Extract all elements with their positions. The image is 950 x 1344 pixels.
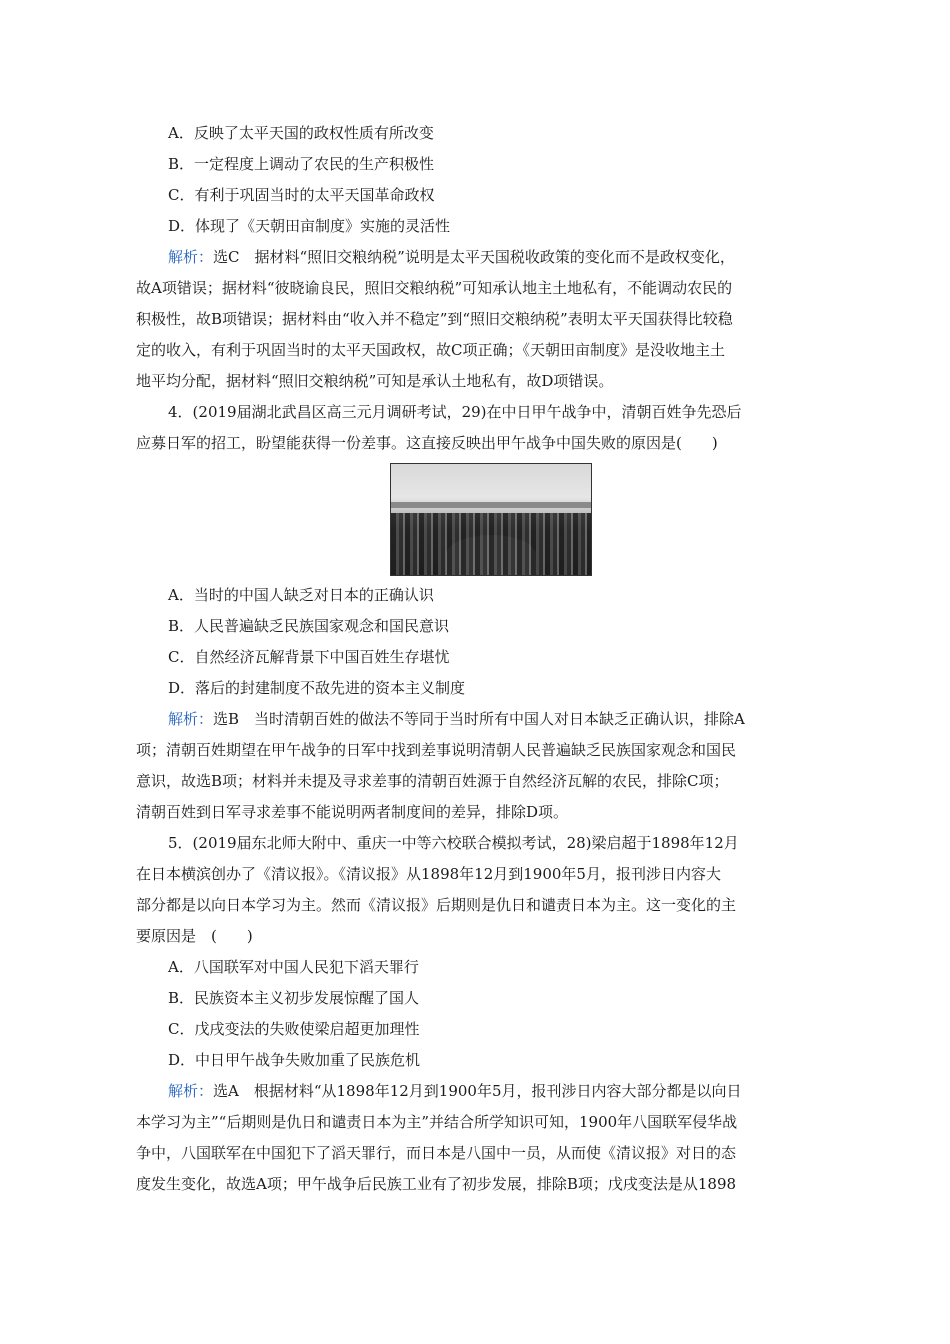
- q3-analysis-line-1: 解析：选C 据材料“照旧交粮纳税”说明是太平天国税收政策的变化而不是政权变化，: [168, 248, 735, 266]
- q3-analysis-line-4: 定的收入，有利于巩固当时的太平天国政权，故C项正确；《天朝田亩制度》是没收地主土: [136, 341, 725, 359]
- q4-stem-line-2: 应募日军的招工，盼望能获得一份差事。这直接反映出甲午战争中国失败的原因是( ): [136, 434, 718, 452]
- q4-option-c: C．自然经济瓦解背景下中国百姓生存堪忧: [168, 648, 450, 666]
- q4-analysis-line-2: 项；清朝百姓期望在甲午战争的日军中找到差事说明清朝人民普遍缺乏民族国家观念和国民: [136, 741, 737, 759]
- q5-stem-line-4: 要原因是 ( ): [136, 927, 253, 945]
- q4-stem-line-1: 4．(2019届湖北武昌区高三元月调研考试，29)在中日甲午战争中，清朝百姓争先恐后: [168, 403, 742, 421]
- q5-analysis-line-1: 解析：选A 根据材料“从1898年12月到1900年5月，报刊涉日内容大部分都是以向日: [168, 1082, 742, 1100]
- q4-option-d: D．落后的封建制度不敌先进的资本主义制度: [168, 679, 466, 697]
- q5-stem-line-1: 5．(2019届东北师大附中、重庆一中等六校联合模拟考试，28)梁启超于1898年12月: [168, 834, 739, 852]
- q5-option-a: A．八国联军对中国人民犯下滔天罪行: [168, 958, 419, 976]
- q5-stem-line-2: 在日本横滨创办了《清议报》。《清议报》从1898年12月到1900年5月，报刊涉日内容大: [136, 865, 721, 883]
- q3-analysis-line-3: 积极性，故B项错误；据材料由“收入并不稳定”到“照旧交粮纳税”表明太平天国获得比较稳: [136, 310, 733, 328]
- historical-crowd-photo: [390, 463, 592, 576]
- analysis-label: 解析：: [168, 1082, 214, 1100]
- q5-option-b: B．民族资本主义初步发展惊醒了国人: [168, 989, 420, 1007]
- q4-analysis-line-1: 解析：选B 当时清朝百姓的做法不等同于当时所有中国人对日本缺乏正确认识，排除A: [168, 710, 745, 728]
- q3-option-b: B．一定程度上调动了农民的生产积极性: [168, 155, 435, 173]
- q4-analysis-line-3: 意识，故选B项；材料并未提及寻求差事的清朝百姓源于自然经济瓦解的农民，排除C项；: [136, 772, 729, 790]
- q5-stem-line-3: 部分都是以向日本学习为主。然而《清议报》后期则是仇日和谴责日本为主。这一变化的主: [136, 896, 737, 914]
- q5-option-d: D．中日甲午战争失败加重了民族危机: [168, 1051, 421, 1069]
- q5-analysis-line-3: 争中，八国联军在中国犯下了滔天罪行，而日本是八国中一员，从而使《清议报》对日的态: [136, 1144, 737, 1162]
- analysis-label: 解析：: [168, 248, 214, 266]
- q5-option-c: C．戊戌变法的失败使梁启超更加理性: [168, 1020, 420, 1038]
- q3-analysis-line-2: 故A项错误；据材料“彼晓谕良民，照旧交粮纳税”可知承认地主土地私有，不能调动农民的: [136, 279, 733, 297]
- q5-analysis-line-2: 本学习为主”“后期则是仇日和谴责日本为主”并结合所学知识可知，1900年八国联军侵华战: [136, 1113, 738, 1131]
- q4-option-b: B．人民普遍缺乏民族国家观念和国民意识: [168, 617, 450, 635]
- q3-option-a: A．反映了太平天国的政权性质有所改变: [168, 124, 434, 142]
- q3-option-c: C．有利于巩固当时的太平天国革命政权: [168, 186, 435, 204]
- q4-analysis-line-4: 清朝百姓到日军寻求差事不能说明两者制度间的差异，排除D项。: [136, 803, 569, 821]
- q4-option-a: A．当时的中国人缺乏对日本的正确认识: [168, 586, 434, 604]
- q3-option-d: D．体现了《天朝田亩制度》实施的灵活性: [168, 217, 451, 235]
- analysis-label: 解析：: [168, 710, 214, 728]
- q3-analysis-line-5: 地平均分配，据材料“照旧交粮纳税”可知是承认土地私有，故D项错误。: [136, 372, 614, 390]
- q5-analysis-line-4: 度发生变化，故选A项；甲午战争后民族工业有了初步发展，排除B项；戊戌变法是从1898: [136, 1175, 737, 1193]
